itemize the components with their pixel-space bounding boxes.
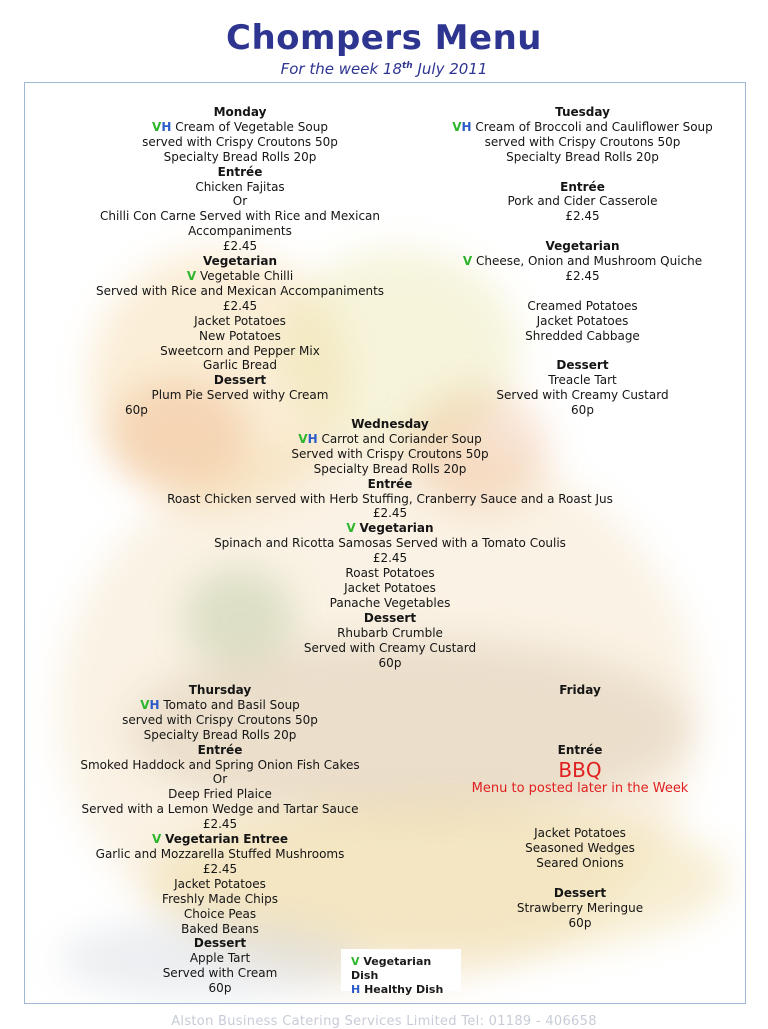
footer-contact: Alston Business Catering Services Limited Tel: 01189 - 406658 [171, 1014, 597, 1029]
wednesday-entree-price: £2.45 [372, 506, 408, 521]
monday-entree-price: £2.45 [222, 239, 258, 254]
tuesday-veg-price: £2.45 [565, 268, 600, 283]
thursday-veg-price: £2.45 [202, 861, 238, 876]
thursday-entree-1: Smoked Haddock and Spring Onion Fish Cakes [80, 757, 360, 772]
tuesday-dessert-1: Treacle Tart [548, 373, 617, 388]
thursday-side-4: Baked Beans [181, 921, 259, 936]
thursday-dessert-2: Served with Cream [162, 966, 278, 981]
subtitle-ordinal: th [402, 61, 413, 71]
tuesday-dessert-price: 60p [571, 403, 594, 418]
monday-soup-serve: served with Crispy Croutons 50p [142, 134, 338, 149]
tuesday-side-2: Jacket Potatoes [536, 313, 629, 328]
tuesday-side-3: Shredded Cabbage [525, 328, 640, 343]
tuesday-soup-serve: served with Crispy Croutons 50p [484, 134, 681, 149]
thursday-entree-3: Deep Fried Plaice [168, 787, 272, 802]
vegetarian-mark: V [346, 521, 356, 536]
spacer [425, 284, 740, 299]
wednesday-heading: Wednesday [351, 417, 429, 431]
spacer [425, 224, 740, 239]
vegetarian-mark: V [140, 697, 150, 712]
thursday-side-3: Choice Peas [183, 906, 257, 921]
menu-title: Chompers Menu [226, 18, 542, 58]
monday-side-3: Sweetcorn and Pepper Mix [160, 343, 320, 358]
monday-entree-2: Or [232, 194, 248, 209]
vegetarian-mark: V [298, 431, 308, 446]
friday-side-2: Seasoned Wedges [525, 841, 635, 856]
monday-entree-3: Chilli Con Carne Served with Rice and Mexican [99, 209, 381, 224]
monday-dessert-1: Plum Pie Served withy Cream [151, 388, 329, 403]
menu-frame [24, 82, 746, 1004]
wednesday-veg-heading-line [85, 521, 695, 536]
vegetarian-mark: V [452, 119, 462, 134]
healthy-mark: H [307, 431, 318, 446]
thursday-dessert-price: 60p [208, 981, 232, 996]
wednesday-soup-name: Carrot and Coriander Soup [321, 431, 482, 446]
wednesday-soup-serve: Served with Crispy Croutons 50p [291, 446, 489, 461]
friday-entree-heading: Entrée [557, 742, 603, 757]
subtitle-text: For the week 18 [280, 60, 402, 78]
monday-soup-name: Cream of Vegetable Soup [175, 119, 328, 134]
monday-heading: Monday [213, 105, 267, 119]
tuesday-bread: Specialty Bread Rolls 20p [506, 149, 659, 164]
tuesday-side-1: Creamed Potatoes [527, 298, 638, 313]
thursday-entree-heading: Entrée [197, 742, 243, 757]
wednesday-side-1: Roast Potatoes [345, 566, 435, 581]
tuesday-heading: Tuesday [555, 105, 610, 119]
tuesday-veg-1 [425, 254, 740, 269]
friday-dessert-1: Strawberry Meringue [516, 900, 644, 915]
monday-dessert-price: 60p [125, 403, 148, 418]
thursday-veg-heading: Vegetarian Entree [165, 832, 288, 847]
monday-soup [65, 120, 415, 135]
friday-bbq-note: Menu to posted later in the Week [471, 780, 689, 796]
monday-dessert-heading: Dessert [213, 373, 267, 388]
wednesday-side-2: Jacket Potatoes [344, 580, 436, 595]
legend-box [341, 949, 461, 996]
spacer [445, 713, 715, 728]
wednesday-side-3: Panache Vegetables [329, 595, 451, 610]
tuesday-menu [425, 105, 740, 418]
thursday-entree-price: £2.45 [202, 817, 238, 832]
spacer [425, 344, 740, 359]
monday-menu [65, 105, 415, 418]
friday-side-1: Jacket Potatoes [534, 826, 626, 841]
tuesday-dessert-2: Served with Creamy Custard [496, 388, 669, 403]
spacer [425, 165, 740, 180]
tuesday-entree-1: Pork and Cider Casserole [507, 194, 658, 209]
monday-entree-1: Chicken Fajitas [195, 179, 285, 194]
wednesday-veg-heading: Vegetarian [359, 521, 434, 536]
tuesday-entree-price: £2.45 [565, 209, 600, 224]
healthy-mark: H [161, 119, 172, 134]
friday-dessert-price: 60p [568, 915, 592, 930]
legend-healthy [351, 983, 461, 997]
friday-menu [445, 683, 715, 931]
monday-side-1: Jacket Potatoes [194, 313, 286, 328]
vegetarian-mark: V [351, 955, 360, 968]
spacer [445, 698, 715, 713]
spacer [445, 811, 715, 826]
monday-veg-price: £2.45 [222, 298, 258, 313]
friday-dessert-heading: Dessert [553, 885, 607, 900]
monday-side-2: New Potatoes [199, 328, 281, 343]
thursday-veg-heading-line [65, 832, 375, 847]
monday-veg-1 [65, 269, 415, 284]
thursday-menu [65, 683, 375, 996]
friday-bbq: BBQ [558, 757, 602, 782]
thursday-side-1: Jacket Potatoes [174, 876, 266, 891]
vegetarian-mark: V [186, 268, 197, 283]
wednesday-soup [85, 432, 695, 447]
thursday-dessert-heading: Dessert [193, 936, 247, 951]
vegetarian-mark: V [152, 832, 162, 847]
thursday-dessert-1: Apple Tart [189, 951, 251, 966]
tuesday-dessert-heading: Dessert [556, 358, 609, 373]
thursday-bread: Specialty Bread Rolls 20p [143, 727, 297, 742]
spacer [445, 871, 715, 886]
monday-veg-2: Served with Rice and Mexican Accompaniments [95, 283, 385, 298]
legend-vegetarian [351, 955, 461, 983]
wednesday-veg-price: £2.45 [372, 551, 408, 566]
thursday-heading: Thursday [188, 683, 252, 697]
monday-veg-heading: Vegetarian [202, 254, 277, 269]
tuesday-entree-heading: Entrée [560, 179, 605, 194]
monday-entree-heading: Entrée [217, 164, 263, 179]
thursday-soup-serve: served with Crispy Croutons 50p [122, 712, 318, 727]
wednesday-entree-1: Roast Chicken served with Herb Stuffing, Cranberry Sauce and a Roast Jus [167, 491, 613, 506]
spacer [445, 728, 715, 743]
vegetarian-mark: V [152, 119, 162, 134]
friday-side-3: Seared Onions [536, 856, 624, 871]
healthy-mark: H [351, 983, 361, 996]
wednesday-menu [85, 417, 695, 670]
thursday-entree-2: Or [212, 772, 228, 787]
tuesday-veg-name: Cheese, Onion and Mushroom Quiche [475, 254, 703, 269]
wednesday-dessert-price: 60p [378, 655, 402, 670]
tuesday-veg-heading: Vegetarian [545, 239, 620, 254]
wednesday-dessert-heading: Dessert [363, 610, 417, 625]
tuesday-soup [425, 120, 740, 135]
healthy-mark: H [461, 119, 472, 134]
menu-subtitle [0, 60, 768, 78]
healthy-mark: H [149, 697, 160, 712]
vegetarian-mark: V [462, 254, 473, 269]
thursday-soup-name: Tomato and Basil Soup [163, 697, 300, 712]
legend-vegetarian-label: Vegetarian Dish [351, 955, 432, 982]
monday-veg-name: Vegetable Chilli [199, 268, 294, 283]
wednesday-dessert-1: Rhubarb Crumble [337, 625, 443, 640]
wednesday-bread: Specialty Bread Rolls 20p [313, 461, 467, 476]
thursday-entree-4: Served with a Lemon Wedge and Tartar Sauce [81, 802, 359, 817]
tuesday-soup-name: Cream of Broccoli and Cauliflower Soup [475, 119, 713, 134]
monday-bread: Specialty Bread Rolls 20p [163, 149, 317, 164]
thursday-veg-1: Garlic and Mozzarella Stuffed Mushrooms [95, 846, 345, 861]
legend-healthy-label: Healthy Dish [364, 983, 444, 996]
monday-entree-4: Accompaniments [188, 224, 292, 239]
thursday-side-2: Freshly Made Chips [162, 891, 278, 906]
thursday-soup [65, 698, 375, 713]
spacer [445, 796, 715, 811]
wednesday-entree-heading: Entrée [367, 476, 413, 491]
wednesday-veg-1: Spinach and Ricotta Samosas Served with a Tomato Coulis [214, 536, 566, 551]
friday-heading: Friday [559, 683, 601, 697]
wednesday-dessert-2: Served with Creamy Custard [303, 640, 477, 655]
subtitle-month: July 2011 [412, 60, 488, 78]
monday-side-4: Garlic Bread [203, 358, 277, 373]
